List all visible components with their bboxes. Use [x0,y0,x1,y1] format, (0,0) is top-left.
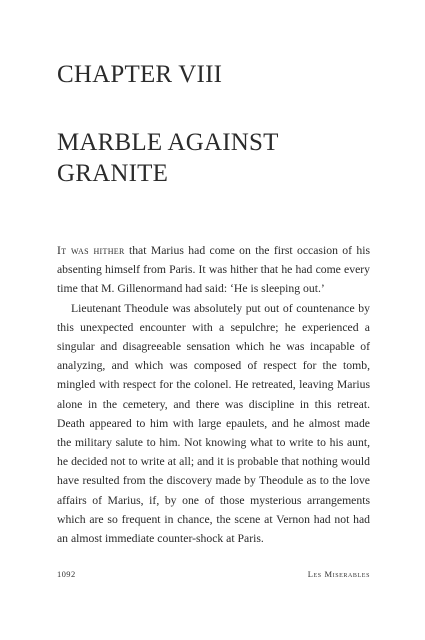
chapter-title-line-1: MARBLE AGAINST [57,129,279,156]
paragraph-1-text: that Marius had come on the first occasion of his absenting himself from Paris. It was hither that he had come every time that M. Gillenormand had said: ‘He is sleeping out.’ [57,244,370,296]
body-text [57,241,370,548]
paragraph-lead-smallcaps: It was hither [57,244,125,257]
page-number: 1092 [57,569,76,579]
running-head: Les Miserables [307,569,370,579]
chapter-title [57,128,377,189]
paragraph-1 [57,241,370,299]
paragraph-2: Lieutenant Theodule was absolutely put out of countenance by this unexpected encounter with a sepulchre; he experienced a singular and disagreeable sensation which he was incapable of analyzing, and which was composed of respect for the tomb, mingled with respect for the colonel. He retreated, leaving Marius alone in the cemetery, and there was discipline in this retreat. Death appeared to him with large epaulets, and he almost made the military salute to him. Not knowing what to write to his aunt, he decided not to write at all; and it is probable that nothing would have resulted from the discovery made by Theodule as to the love affairs of Marius, if, by one of those mysterious arrangements which are so frequent in chance, the scene at Vernon had not had an almost immediate counter-shock at Paris. [57,301,370,546]
chapter-heading: CHAPTER VIII [57,61,223,88]
chapter-title-line-2: GRANITE [57,159,169,187]
